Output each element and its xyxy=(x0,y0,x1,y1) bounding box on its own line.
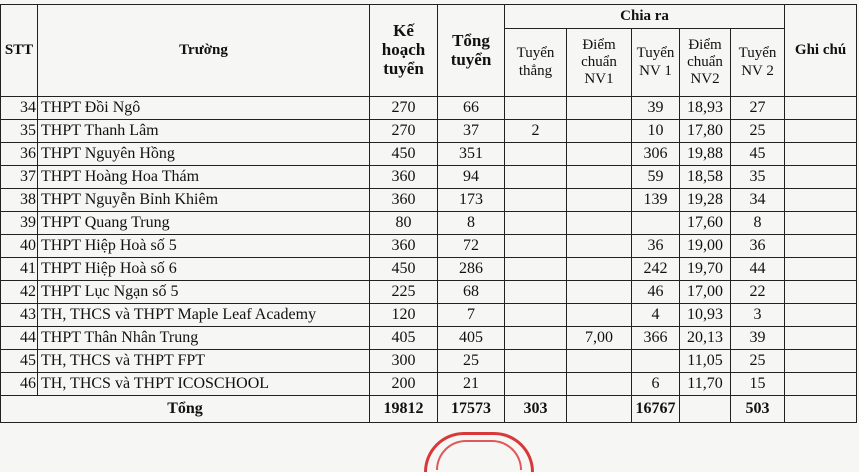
cell-ke-hoach: 270 xyxy=(370,120,438,143)
cell-tuyen-nv2: 34 xyxy=(731,189,785,212)
cell-diem-nv2: 19,70 xyxy=(680,258,731,281)
cell-tuyen-thang xyxy=(505,350,567,373)
header-ke-hoach: Kế hoạch tuyển xyxy=(370,5,438,97)
total-ke-hoach: 19812 xyxy=(370,396,438,423)
header-tuyen-nv1: Tuyển NV 1 xyxy=(632,29,680,97)
cell-tuyen-nv2: 3 xyxy=(731,304,785,327)
cell-diem-nv1 xyxy=(567,258,632,281)
cell-diem-nv2: 17,60 xyxy=(680,212,731,235)
table-row xyxy=(1,281,857,304)
table-row xyxy=(1,143,857,166)
header-chia-ra: Chia ra xyxy=(505,5,785,29)
cell-school-name: THPT Hiệp Hoà số 5 xyxy=(38,235,370,258)
cell-tong-tuyen: 72 xyxy=(438,235,505,258)
header-stt: STT xyxy=(1,5,38,97)
cell-tuyen-thang xyxy=(505,304,567,327)
cell-diem-nv1 xyxy=(567,166,632,189)
cell-stt: 37 xyxy=(1,166,38,189)
cell-diem-nv2: 11,70 xyxy=(680,373,731,396)
admission-table xyxy=(0,4,857,423)
cell-ghi-chu xyxy=(785,327,857,350)
cell-ke-hoach: 225 xyxy=(370,281,438,304)
cell-tuyen-thang xyxy=(505,327,567,350)
cell-tong-tuyen: 351 xyxy=(438,143,505,166)
cell-tong-tuyen: 173 xyxy=(438,189,505,212)
cell-tuyen-nv1: 10 xyxy=(632,120,680,143)
cell-school-name: TH, THCS và THPT ICOSCHOOL xyxy=(38,373,370,396)
cell-tuyen-thang: 2 xyxy=(505,120,567,143)
cell-school-name: THPT Hoàng Hoa Thám xyxy=(38,166,370,189)
cell-tuyen-nv1: 59 xyxy=(632,166,680,189)
cell-diem-nv2: 18,93 xyxy=(680,97,731,120)
cell-tuyen-nv1: 36 xyxy=(632,235,680,258)
cell-stt: 41 xyxy=(1,258,38,281)
red-stamp-inner-ring xyxy=(436,440,522,470)
cell-ke-hoach: 360 xyxy=(370,166,438,189)
total-tuyen-thang: 303 xyxy=(505,396,567,423)
cell-tong-tuyen: 25 xyxy=(438,350,505,373)
cell-tuyen-nv1: 4 xyxy=(632,304,680,327)
cell-ke-hoach: 405 xyxy=(370,327,438,350)
cell-tong-tuyen: 94 xyxy=(438,166,505,189)
cell-stt: 39 xyxy=(1,212,38,235)
cell-diem-nv2: 17,80 xyxy=(680,120,731,143)
cell-school-name: THPT Nguyên Hồng xyxy=(38,143,370,166)
cell-tong-tuyen: 37 xyxy=(438,120,505,143)
table-row xyxy=(1,120,857,143)
cell-ghi-chu xyxy=(785,373,857,396)
cell-diem-nv2: 19,00 xyxy=(680,235,731,258)
table-row xyxy=(1,327,857,350)
cell-ke-hoach: 270 xyxy=(370,97,438,120)
cell-tuyen-thang xyxy=(505,189,567,212)
cell-ghi-chu xyxy=(785,212,857,235)
cell-tuyen-nv2: 35 xyxy=(731,166,785,189)
table-row xyxy=(1,189,857,212)
cell-tuyen-nv2: 45 xyxy=(731,143,785,166)
cell-stt: 40 xyxy=(1,235,38,258)
cell-tuyen-thang xyxy=(505,373,567,396)
cell-tuyen-nv1: 6 xyxy=(632,373,680,396)
cell-tuyen-nv2: 25 xyxy=(731,350,785,373)
cell-tuyen-nv1: 242 xyxy=(632,258,680,281)
cell-ke-hoach: 360 xyxy=(370,235,438,258)
cell-diem-nv1 xyxy=(567,373,632,396)
header-tuyen-thang: Tuyển thẳng xyxy=(505,29,567,97)
cell-stt: 34 xyxy=(1,97,38,120)
cell-ke-hoach: 120 xyxy=(370,304,438,327)
total-diem-nv2 xyxy=(680,396,731,423)
cell-tuyen-thang xyxy=(505,166,567,189)
cell-school-name: THPT Đồi Ngô xyxy=(38,97,370,120)
cell-ghi-chu xyxy=(785,166,857,189)
table-body xyxy=(1,97,857,396)
header-diem-chuan-nv1: Điểm chuẩn NV1 xyxy=(567,29,632,97)
header-diem-chuan-nv2: Điểm chuẩn NV2 xyxy=(680,29,731,97)
cell-tuyen-nv2: 15 xyxy=(731,373,785,396)
cell-tuyen-nv1: 306 xyxy=(632,143,680,166)
cell-ke-hoach: 450 xyxy=(370,258,438,281)
cell-tuyen-thang xyxy=(505,281,567,304)
header-tuyen-nv2: Tuyển NV 2 xyxy=(731,29,785,97)
total-label: Tổng xyxy=(1,396,370,423)
cell-tuyen-thang xyxy=(505,235,567,258)
cell-diem-nv2: 11,05 xyxy=(680,350,731,373)
cell-ghi-chu xyxy=(785,97,857,120)
cell-tong-tuyen: 66 xyxy=(438,97,505,120)
header-truong: Trường xyxy=(38,5,370,97)
cell-diem-nv2: 19,28 xyxy=(680,189,731,212)
cell-ghi-chu xyxy=(785,281,857,304)
cell-tuyen-nv1 xyxy=(632,350,680,373)
header-ghi-chu: Ghi chú xyxy=(785,5,857,97)
table-row xyxy=(1,212,857,235)
cell-ke-hoach: 360 xyxy=(370,189,438,212)
total-nv2: 503 xyxy=(731,396,785,423)
cell-tuyen-thang xyxy=(505,143,567,166)
cell-ke-hoach: 300 xyxy=(370,350,438,373)
cell-diem-nv1 xyxy=(567,212,632,235)
cell-ke-hoach: 450 xyxy=(370,143,438,166)
cell-diem-nv1: 7,00 xyxy=(567,327,632,350)
cell-tong-tuyen: 21 xyxy=(438,373,505,396)
cell-school-name: TH, THCS và THPT Maple Leaf Academy xyxy=(38,304,370,327)
cell-diem-nv2: 18,58 xyxy=(680,166,731,189)
cell-stt: 44 xyxy=(1,327,38,350)
cell-tong-tuyen: 405 xyxy=(438,327,505,350)
cell-ke-hoach: 80 xyxy=(370,212,438,235)
cell-tuyen-nv2: 36 xyxy=(731,235,785,258)
table-row xyxy=(1,304,857,327)
cell-tong-tuyen: 286 xyxy=(438,258,505,281)
cell-stt: 46 xyxy=(1,373,38,396)
cell-diem-nv2: 20,13 xyxy=(680,327,731,350)
total-diem-nv1 xyxy=(567,396,632,423)
cell-ghi-chu xyxy=(785,189,857,212)
cell-school-name: THPT Lục Ngạn số 5 xyxy=(38,281,370,304)
total-tong: 17573 xyxy=(438,396,505,423)
cell-school-name: THPT Hiệp Hoà số 6 xyxy=(38,258,370,281)
table-row xyxy=(1,97,857,120)
cell-stt: 43 xyxy=(1,304,38,327)
cell-tuyen-nv2: 22 xyxy=(731,281,785,304)
cell-tuyen-thang xyxy=(505,258,567,281)
table-row xyxy=(1,166,857,189)
cell-tuyen-thang xyxy=(505,97,567,120)
cell-stt: 35 xyxy=(1,120,38,143)
cell-school-name: THPT Quang Trung xyxy=(38,212,370,235)
cell-tong-tuyen: 68 xyxy=(438,281,505,304)
cell-ghi-chu xyxy=(785,304,857,327)
cell-ghi-chu xyxy=(785,235,857,258)
cell-school-name: THPT Thân Nhân Trung xyxy=(38,327,370,350)
cell-tuyen-nv2: 8 xyxy=(731,212,785,235)
cell-stt: 42 xyxy=(1,281,38,304)
cell-school-name: THPT Thanh Lâm xyxy=(38,120,370,143)
total-ghi-chu xyxy=(785,396,857,423)
table-row xyxy=(1,235,857,258)
table-row xyxy=(1,350,857,373)
cell-ke-hoach: 200 xyxy=(370,373,438,396)
cell-tuyen-nv1: 366 xyxy=(632,327,680,350)
cell-diem-nv1 xyxy=(567,120,632,143)
cell-diem-nv1 xyxy=(567,143,632,166)
cell-diem-nv2: 10,93 xyxy=(680,304,731,327)
cell-tuyen-nv1: 39 xyxy=(632,97,680,120)
table-row xyxy=(1,258,857,281)
cell-diem-nv1 xyxy=(567,189,632,212)
cell-diem-nv1 xyxy=(567,235,632,258)
cell-diem-nv1 xyxy=(567,350,632,373)
cell-tuyen-nv2: 27 xyxy=(731,97,785,120)
total-row xyxy=(1,396,857,423)
cell-school-name: TH, THCS và THPT FPT xyxy=(38,350,370,373)
cell-ghi-chu xyxy=(785,120,857,143)
header-tong-tuyen: Tổng tuyển xyxy=(438,5,505,97)
table-row xyxy=(1,373,857,396)
cell-tong-tuyen: 8 xyxy=(438,212,505,235)
cell-diem-nv1 xyxy=(567,97,632,120)
cell-diem-nv1 xyxy=(567,304,632,327)
cell-tuyen-nv1: 139 xyxy=(632,189,680,212)
cell-diem-nv2: 19,88 xyxy=(680,143,731,166)
cell-ghi-chu xyxy=(785,143,857,166)
cell-diem-nv2: 17,00 xyxy=(680,281,731,304)
cell-stt: 36 xyxy=(1,143,38,166)
cell-tong-tuyen: 7 xyxy=(438,304,505,327)
cell-stt: 38 xyxy=(1,189,38,212)
cell-tuyen-nv2: 25 xyxy=(731,120,785,143)
cell-ghi-chu xyxy=(785,258,857,281)
cell-tuyen-thang xyxy=(505,212,567,235)
cell-tuyen-nv2: 44 xyxy=(731,258,785,281)
cell-school-name: THPT Nguyễn Bỉnh Khiêm xyxy=(38,189,370,212)
total-nv1: 16767 xyxy=(632,396,680,423)
cell-tuyen-nv2: 39 xyxy=(731,327,785,350)
table-header xyxy=(1,5,857,97)
cell-tuyen-nv1: 46 xyxy=(632,281,680,304)
cell-tuyen-nv1 xyxy=(632,212,680,235)
cell-ghi-chu xyxy=(785,350,857,373)
cell-stt: 45 xyxy=(1,350,38,373)
cell-diem-nv1 xyxy=(567,281,632,304)
